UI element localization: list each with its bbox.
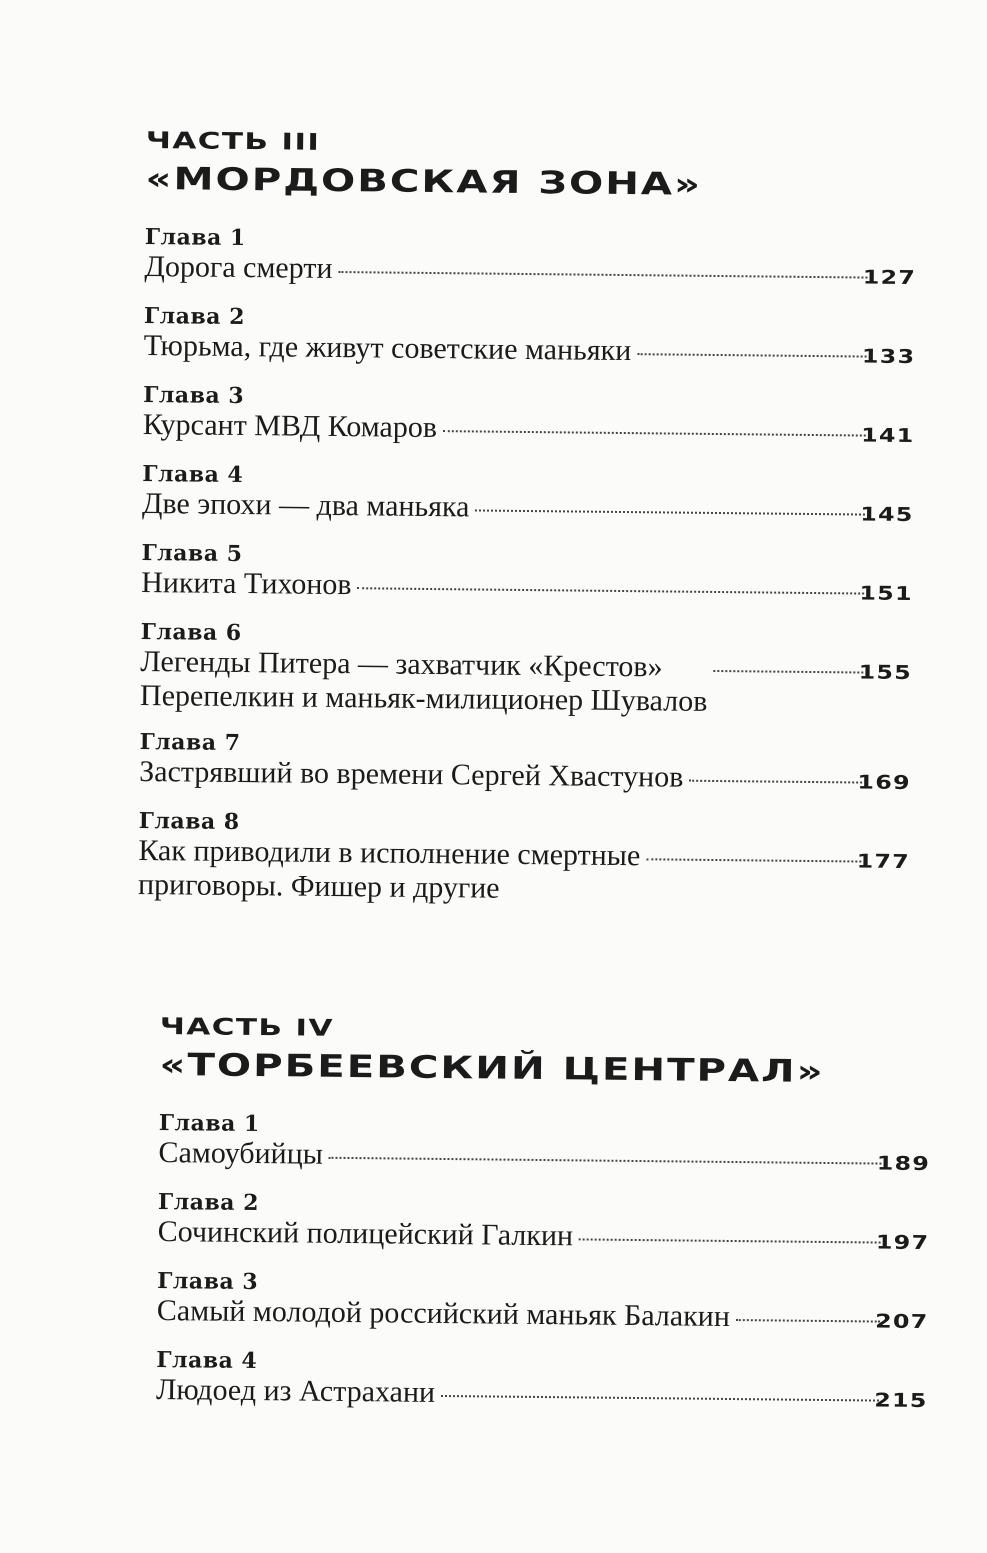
dot-leader: [475, 509, 865, 515]
part-label: ЧАСТЬ III: [145, 127, 321, 156]
chapter-row: [141, 566, 913, 611]
chapter-list: [138, 224, 917, 910]
dot-leader: [579, 1238, 881, 1243]
chapter-label: Глава 1: [158, 1109, 260, 1138]
chapter-row: [143, 408, 915, 453]
chapter-label: Глава 5: [141, 539, 243, 568]
dot-leader: [637, 353, 867, 357]
chapter-row: [156, 1373, 928, 1418]
chapter-row: [157, 1215, 929, 1260]
chapter-entry[interactable]: [157, 1268, 930, 1339]
chapter-list: [156, 1110, 931, 1418]
page-number: 207: [875, 1310, 929, 1334]
chapter-entry[interactable]: [142, 461, 915, 532]
chapter-label: Глава 3: [143, 381, 245, 410]
chapter-row: [158, 1136, 930, 1181]
chapter-entry[interactable]: [141, 540, 914, 611]
part-title: «МОРДОВСКАЯ ЗОНА»: [145, 160, 703, 203]
chapter-row: [144, 250, 916, 295]
chapter-entry[interactable]: [139, 729, 912, 800]
chapter-title: Самый молодой российский маньяк Балакин: [156, 1293, 731, 1333]
chapter-label: Глава 3: [157, 1267, 259, 1296]
part-section: [156, 1012, 932, 1434]
page-number: 127: [862, 266, 917, 290]
dot-leader: [646, 858, 861, 862]
dot-leader: [443, 430, 866, 436]
chapter-entry[interactable]: [158, 1110, 931, 1181]
dot-leader: [689, 780, 862, 784]
chapter-title: Легенды Питера — захватчик «Крестов» Перепелкин и маньяк-милиционер Шувалов: [139, 644, 708, 718]
chapter-row: [139, 755, 911, 800]
page-number: 151: [859, 582, 914, 606]
dot-leader: [338, 271, 867, 279]
chapter-row: [138, 834, 911, 910]
chapter-entry[interactable]: [144, 224, 917, 295]
chapter-title: Людоед из Астрахани: [155, 1372, 436, 1409]
page-number: 197: [876, 1231, 930, 1255]
page-number: 215: [874, 1389, 929, 1413]
chapter-entry[interactable]: [157, 1189, 930, 1260]
dot-leader: [441, 1395, 879, 1402]
chapter-label: Глава 2: [157, 1188, 260, 1217]
chapter-label: Глава 4: [156, 1346, 258, 1375]
chapter-row: [142, 487, 914, 532]
chapter-label: Глава 6: [140, 618, 242, 647]
chapter-label: Глава 8: [138, 807, 240, 836]
dot-leader: [714, 670, 864, 674]
page-number: 155: [858, 661, 913, 685]
chapter-label: Глава 7: [139, 728, 241, 757]
chapter-row: [157, 1294, 929, 1339]
chapter-title: Две эпохи — два маньяка: [141, 486, 470, 524]
chapter-label: Глава 1: [144, 223, 246, 252]
chapter-title: Тюрьма, где живут советские маньяки: [143, 328, 632, 368]
chapter-title: Сочинский полицейский Галкин: [157, 1214, 574, 1253]
chapter-title: Застрявший во времени Сергей Хвастунов: [139, 754, 684, 794]
chapter-label: Глава 2: [143, 302, 246, 331]
chapter-entry[interactable]: [156, 1347, 929, 1418]
dot-leader: [736, 1319, 880, 1323]
dot-leader: [358, 587, 865, 594]
page-number: 145: [860, 503, 915, 527]
page-number: 177: [856, 850, 911, 874]
chapter-label: Глава 4: [142, 460, 244, 489]
page-number: 169: [857, 771, 912, 795]
chapter-title: Самоубийцы: [158, 1135, 324, 1171]
part-label: ЧАСТЬ IV: [159, 1013, 334, 1042]
chapter-title: Никита Тихонов: [141, 565, 352, 602]
chapter-entry[interactable]: [140, 619, 913, 721]
chapter-entry[interactable]: [143, 303, 916, 374]
chapter-row: [140, 645, 913, 721]
page-number: 189: [876, 1152, 931, 1176]
chapter-row: [143, 329, 915, 374]
page-number: 133: [862, 345, 916, 369]
chapter-entry[interactable]: [143, 382, 916, 453]
part-section: [138, 126, 918, 926]
chapter-title: Как приводили в исполнение смертные приговоры. Фишер и другие: [137, 833, 641, 905]
part-title: «ТОРБЕЕВСКИЙ ЦЕНТРАЛ»: [159, 1046, 825, 1090]
chapter-title: Курсант МВД Комаров: [142, 407, 438, 445]
dot-leader: [329, 1157, 882, 1165]
chapter-entry[interactable]: [138, 808, 911, 910]
page-number: 141: [861, 424, 915, 448]
chapter-title: Дорога смерти: [144, 249, 333, 285]
